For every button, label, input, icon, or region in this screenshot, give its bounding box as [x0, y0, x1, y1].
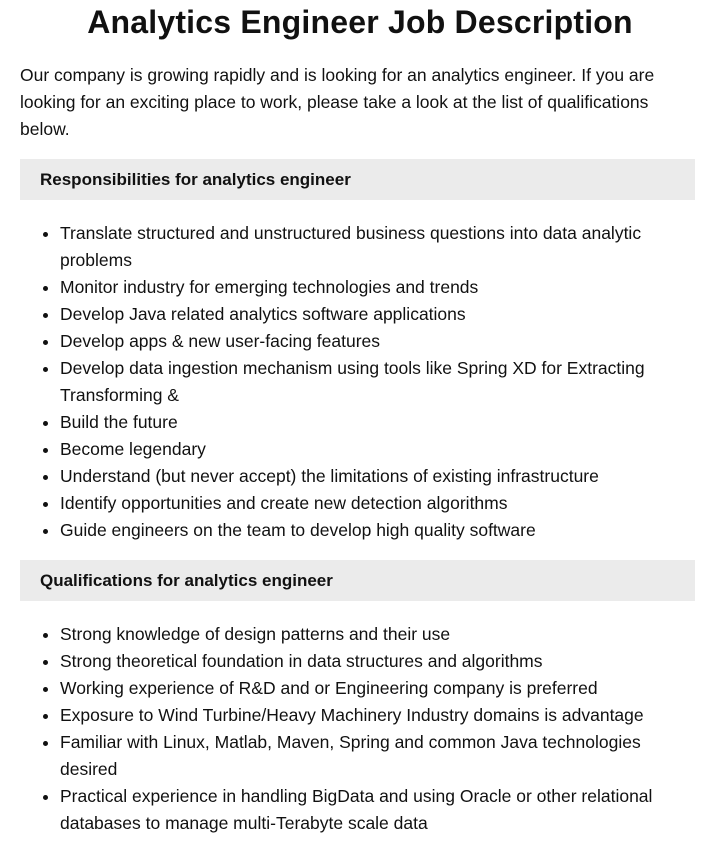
qualifications-heading: Qualifications for analytics engineer	[20, 560, 695, 601]
list-item: • Identify opportunities and create new detection algorithms	[60, 490, 695, 517]
responsibilities-list	[20, 220, 695, 544]
list-item: • Strong theoretical foundation in data structures and algorithms	[60, 648, 695, 675]
qualifications-list	[20, 621, 695, 837]
list-item: • Build the future	[60, 409, 695, 436]
list-item: • Familiar with Linux, Matlab, Maven, Spring and common Java technologies desired	[60, 729, 695, 783]
list-item: • Become legendary	[60, 436, 695, 463]
list-item: • Exposure to Wind Turbine/Heavy Machinery Industry domains is advantage	[60, 702, 695, 729]
responsibilities-heading: Responsibilities for analytics engineer	[20, 159, 695, 200]
list-item: • Strong knowledge of design patterns and their use	[60, 621, 695, 648]
list-item: • Develop data ingestion mechanism using tools like Spring XD for Extracting Transforming &	[60, 355, 695, 409]
list-item: • Practical experience in handling BigData and using Oracle or other relational databases to manage multi-Terabyte scale data	[60, 783, 695, 837]
list-item: • Monitor industry for emerging technologies and trends	[60, 274, 695, 301]
list-item: • Guide engineers on the team to develop high quality software	[60, 517, 695, 544]
list-item: • Understand (but never accept) the limitations of existing infrastructure	[60, 463, 695, 490]
page-title: Analytics Engineer Job Description	[87, 4, 633, 40]
list-item: • Translate structured and unstructured business questions into data analytic problems	[60, 220, 695, 274]
intro-paragraph: Our company is growing rapidly and is looking for an analytics engineer. If you are looking for an exciting place to work, please take a look at the list of qualifications below.	[20, 65, 655, 139]
list-item: • Working experience of R&D and or Engineering company is preferred	[60, 675, 695, 702]
list-item: • Develop Java related analytics software applications	[60, 301, 695, 328]
list-item: • Develop apps & new user-facing features	[60, 328, 695, 355]
